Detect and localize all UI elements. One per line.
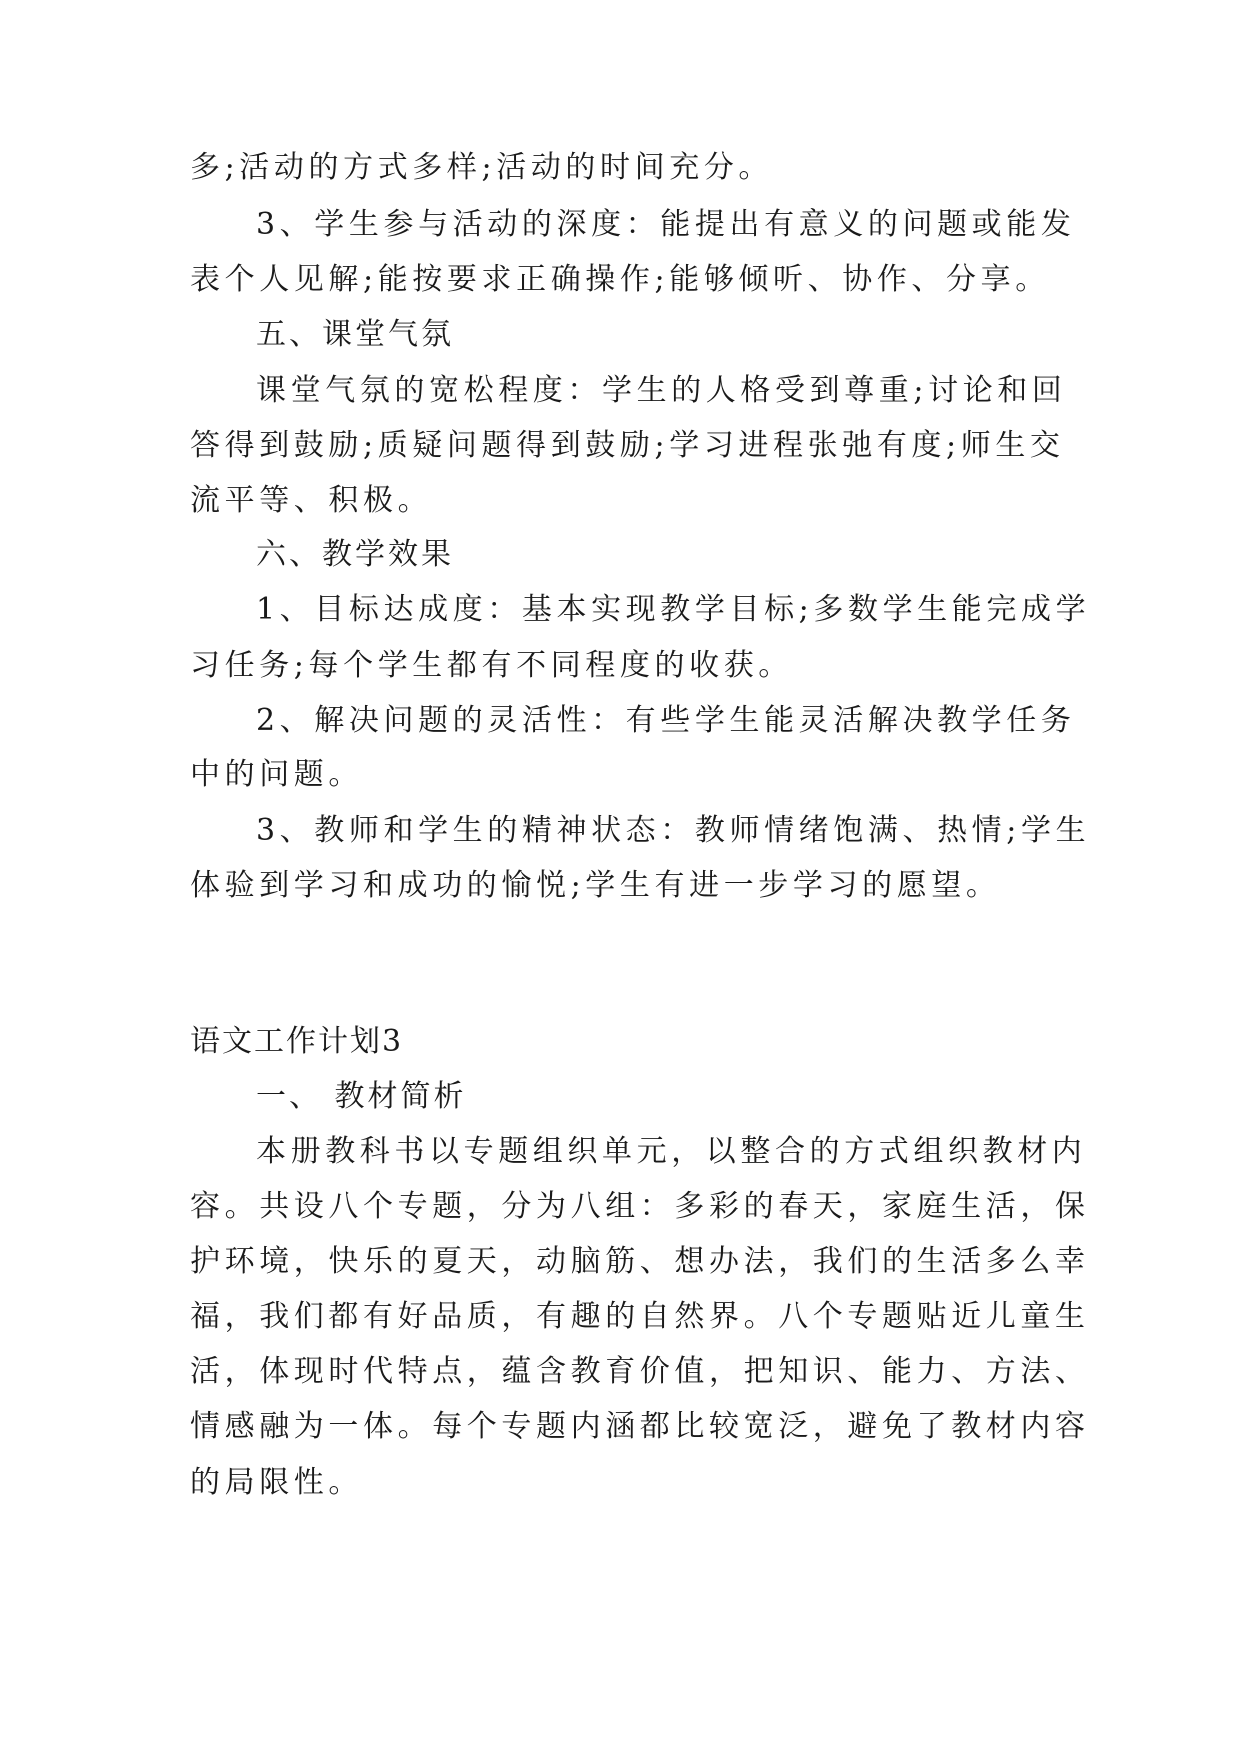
paragraph-line: 情感融为一体。每个专题内涵都比较宽泛，避免了教材内容: [190, 1409, 1090, 1444]
section-heading: 一、 教材简析: [256, 1079, 467, 1114]
paragraph-line: 本册教科书以专题组织单元，以整合的方式组织教材内: [256, 1134, 1087, 1169]
paragraph-line: 课堂气氛的宽松程度：学生的人格受到尊重;讨论和回: [256, 373, 1067, 408]
paragraph-line: 习任务;每个学生都有不同程度的收获。: [190, 648, 793, 683]
paragraph-line: 福，我们都有好品质，有趣的自然界。八个专题贴近儿童生: [190, 1299, 1090, 1334]
paragraph-line: 3、学生参与活动的深度：能提出有意义的问题或能发: [256, 207, 1076, 242]
paragraph-line: 多;活动的方式多样;活动的时间充分。: [190, 150, 774, 185]
paragraph-line: 1、目标达成度：基本实现教学目标;多数学生能完成学: [256, 592, 1091, 627]
paragraph-line: 2、解决问题的灵活性：有些学生能灵活解决教学任务: [256, 703, 1076, 738]
document-title: 语文工作计划3: [190, 1024, 404, 1059]
paragraph-line: 容。共设八个专题，分为八组：多彩的春天，家庭生活，保: [190, 1189, 1090, 1224]
paragraph-line: 3、教师和学生的精神状态：教师情绪饱满、热情;学生: [256, 813, 1091, 848]
paragraph-line: 体验到学习和成功的愉悦;学生有进一步学习的愿望。: [190, 868, 1001, 903]
paragraph-line: 活，体现时代特点，蕴含教育价值，把知识、能力、方法、: [190, 1354, 1090, 1389]
paragraph-line: 护环境，快乐的夏天，动脑筋、想办法，我们的生活多么幸: [190, 1244, 1090, 1279]
section-heading: 六、教学效果: [256, 537, 454, 572]
paragraph-line: 答得到鼓励;质疑问题得到鼓励;学习进程张弛有度;师生交: [190, 428, 1065, 463]
paragraph-line: 中的问题。: [190, 757, 363, 792]
paragraph-line: 的局限性。: [190, 1465, 363, 1500]
section-heading: 五、课堂气氛: [256, 317, 454, 352]
paragraph-line: 流平等、积极。: [190, 483, 433, 518]
paragraph-line: 表个人见解;能按要求正确操作;能够倾听、协作、分享。: [190, 262, 1050, 297]
